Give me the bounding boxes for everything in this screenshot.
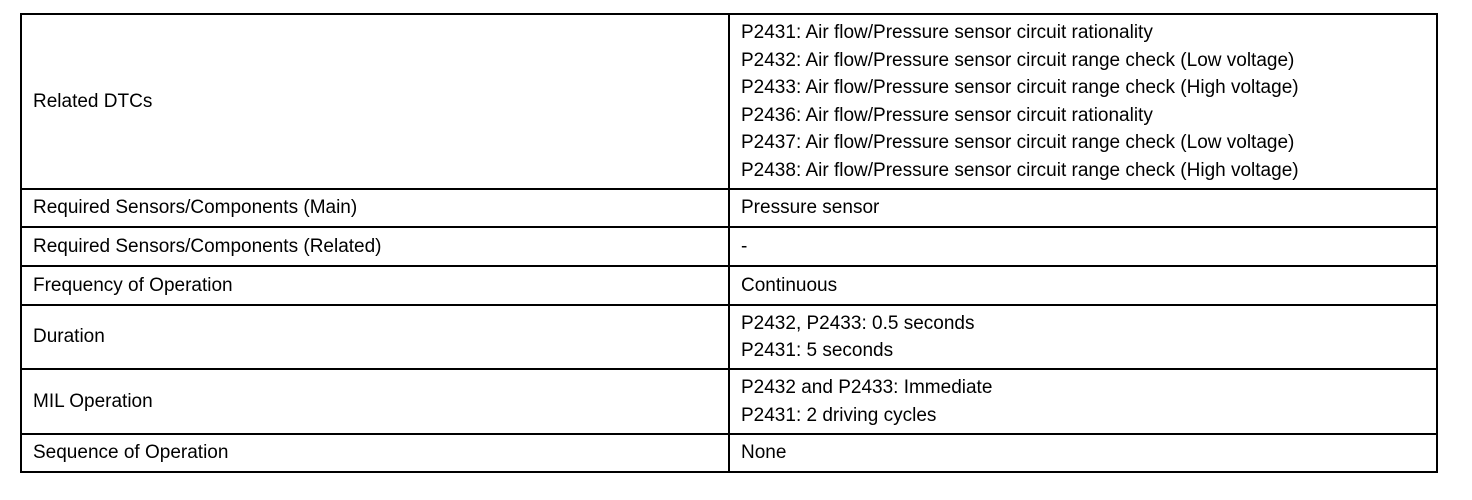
sequence-label: Sequence of Operation [33,442,229,464]
value-cell-related-dtcs [729,14,1437,189]
duration-value-1: P2432, P2433: 0.5 seconds [741,312,975,334]
label-cell-frequency [21,266,729,305]
label-cell-duration [21,305,729,369]
value-cell-required-related [729,227,1437,266]
value-cell-sequence [729,434,1437,472]
dtc-p2438: P2438: Air flow/Pressure sensor circuit range check (High voltage) [741,159,1299,181]
table-row-required-related [21,227,1437,266]
frequency-label: Frequency of Operation [33,274,233,296]
dtc-p2433: P2433: Air flow/Pressure sensor circuit range check (High voltage) [741,77,1299,98]
duration-value-2: P2431: 5 seconds [741,340,894,361]
required-main-label: Required Sensors/Components (Main) [33,197,358,219]
dtc-p2436: P2436: Air flow/Pressure sensor circuit rationality [741,104,1153,126]
dtc-p2432: P2432: Air flow/Pressure sensor circuit range check (Low voltage) [741,49,1295,71]
required-related-value: - [741,235,748,257]
table-row-required-main [21,189,1437,227]
value-cell-duration [729,305,1437,369]
dtc-p2437: P2437: Air flow/Pressure sensor circuit range check (Low voltage) [741,132,1295,153]
label-cell-required-main [21,189,729,227]
label-cell-required-related [21,227,729,266]
table-row-related-dtcs [21,14,1437,189]
dtc-p2431: P2431: Air flow/Pressure sensor circuit rationality [741,22,1153,43]
frequency-value: Continuous [741,274,838,296]
required-related-label: Required Sensors/Components (Related) [33,235,382,257]
value-cell-mil-operation [729,369,1437,434]
table-row-duration [21,305,1437,369]
value-cell-required-main [729,189,1437,227]
sequence-value: None [741,442,787,464]
label-cell-related-dtcs [21,14,729,189]
label-cell-sequence [21,434,729,472]
related-dtcs-label: Related DTCs [33,90,153,112]
label-cell-mil-operation [21,369,729,434]
table-row-sequence [21,434,1437,472]
monitor-spec-table [20,13,1438,473]
table-row-mil-operation [21,369,1437,434]
mil-operation-value-1: P2432 and P2433: Immediate [741,377,993,398]
mil-operation-label: MIL Operation [33,390,153,412]
mil-operation-value-2: P2431: 2 driving cycles [741,404,937,426]
value-cell-frequency [729,266,1437,305]
table-row-frequency [21,266,1437,305]
duration-label: Duration [33,326,105,348]
required-main-value: Pressure sensor [741,197,880,219]
